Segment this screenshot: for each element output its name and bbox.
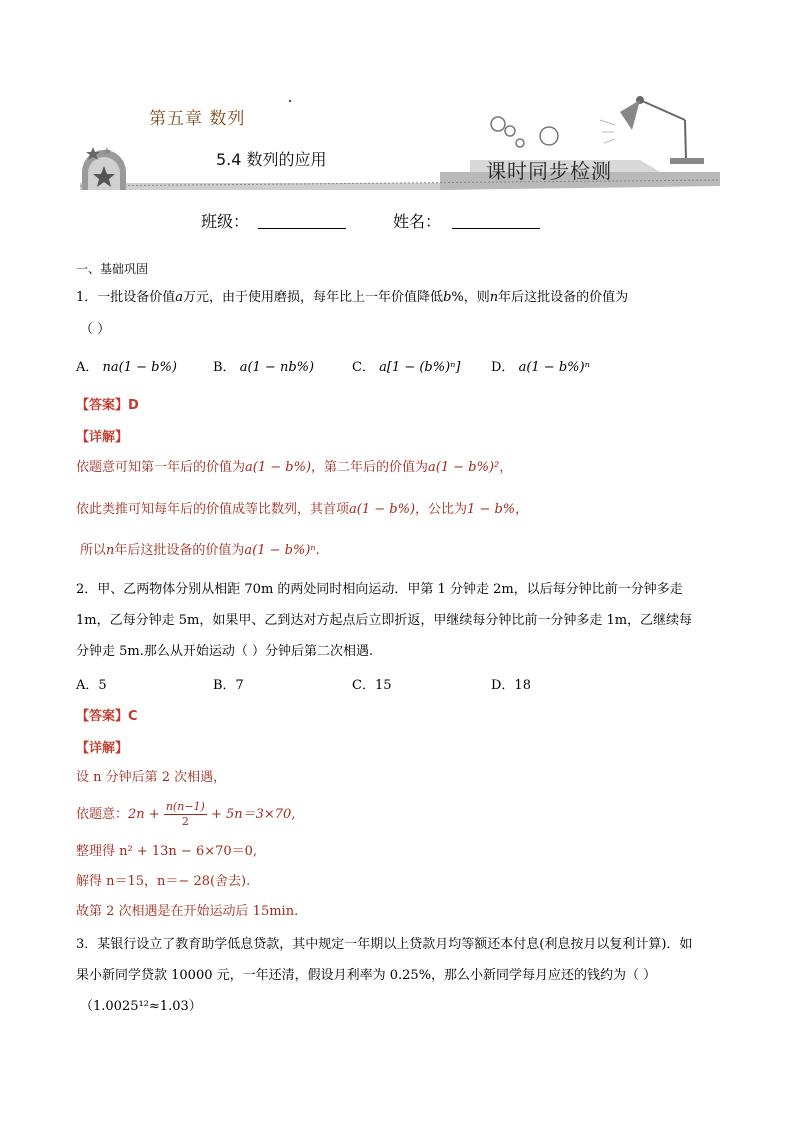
name-field[interactable]	[452, 227, 540, 229]
q3-stem-line3: （1.0025¹²≈1.03）	[80, 999, 202, 1014]
part-title: 一、基础巩固	[76, 262, 149, 276]
banner-label: 课时同步检测	[486, 159, 612, 183]
q1-stem: 1．一批设备价值a万元，由于使用磨损，每年比上一年价值降低b%，则n年后这批设备的价值为	[76, 290, 629, 305]
desk-lamp-icon	[600, 97, 704, 164]
q1-option-c[interactable]: C． a[1 − (b%)ⁿ]	[352, 360, 461, 375]
chapter-title: 第五章 数列	[149, 109, 246, 129]
q2-stem-line1: 2．甲、乙两物体分别从相距 70m 的两处同时相向运动．甲第 1 分钟走 2m，以后每分钟比前一分钟多走	[76, 582, 683, 597]
q2-stem-line2: 1m，乙每分钟走 5m，如果甲、乙到达对方起点后立即折返，甲继续每分钟比前一分钟多走 1m，乙继续每	[76, 613, 693, 628]
q1-option-a[interactable]: A． na(1 − b%)	[76, 360, 177, 375]
name-label: 姓名：	[393, 212, 442, 231]
q2-detail-line4: 解得 n＝15，n＝− 28(舍去).	[76, 874, 251, 889]
q2-detail-line5: 故第 2 次相遇是在开始运动后 15min.	[76, 904, 299, 919]
q2-answer: 【答案】C	[76, 709, 138, 724]
q1-detail-line3: 所以n年后这批设备的价值为a(1 − b%)ⁿ.	[80, 543, 320, 558]
q2-option-d[interactable]: D．18	[491, 678, 531, 693]
header-banner-graphic	[0, 0, 794, 200]
q3-stem-line2: 果小新同学贷款 10000 元，一年还清，假设月利率为 0.25%，那么小新同学每月应还的钱约为（ ）	[76, 968, 657, 983]
q2-option-c[interactable]: C．15	[352, 678, 392, 693]
q2-detail-line2: 依题意：2n + $\frac{n(n-1)}{2}$ + 5n＝3×70,	[76, 800, 296, 828]
q2-detail-line1: 设 n 分钟后第 2 次相遇，	[76, 770, 227, 785]
q1-detail-line2: 依此类推可知每年后的价值成等比数列，其首项a(1 − b%)，公比为1 − b%，	[76, 502, 529, 517]
q2-detail-line3: 整理得 n² + 13n − 6×70＝0,	[76, 844, 258, 859]
star-badge-icon	[82, 147, 126, 190]
q1-answer: 【答案】D	[76, 398, 139, 413]
q3-stem-line1: 3．某银行设立了教育助学低息贷款，其中规定一年期以上贷款月均等额还本付息(利息按月以复利计算)．如	[76, 937, 693, 952]
bubbles-decoration	[491, 117, 558, 147]
q1-paren: （ ）	[80, 322, 111, 337]
q1-option-d[interactable]: D． a(1 − b%)ⁿ	[491, 360, 590, 375]
class-label: 班级：	[201, 212, 250, 231]
q1-option-b[interactable]: B． a(1 − nb%)	[213, 360, 315, 375]
q2-option-b[interactable]: B．7	[213, 678, 244, 693]
q1-detail-line1: 依题意可知第一年后的价值为a(1 − b%)，第二年后的价值为a(1 − b%)²，	[76, 460, 513, 475]
fraction: $\frac{n(n-1)}{2}$	[165, 800, 205, 828]
class-field[interactable]	[258, 227, 346, 229]
q2-stem-line3: 分钟走 5m.那么从开始运动（ ）分钟后第二次相遇.	[76, 644, 374, 659]
q2-option-a[interactable]: A．5	[76, 678, 107, 693]
q1-detail-tag: 【详解】	[76, 430, 129, 445]
q2-detail-tag: 【详解】	[76, 741, 129, 756]
section-title: 5.4 数列的应用	[216, 150, 327, 169]
